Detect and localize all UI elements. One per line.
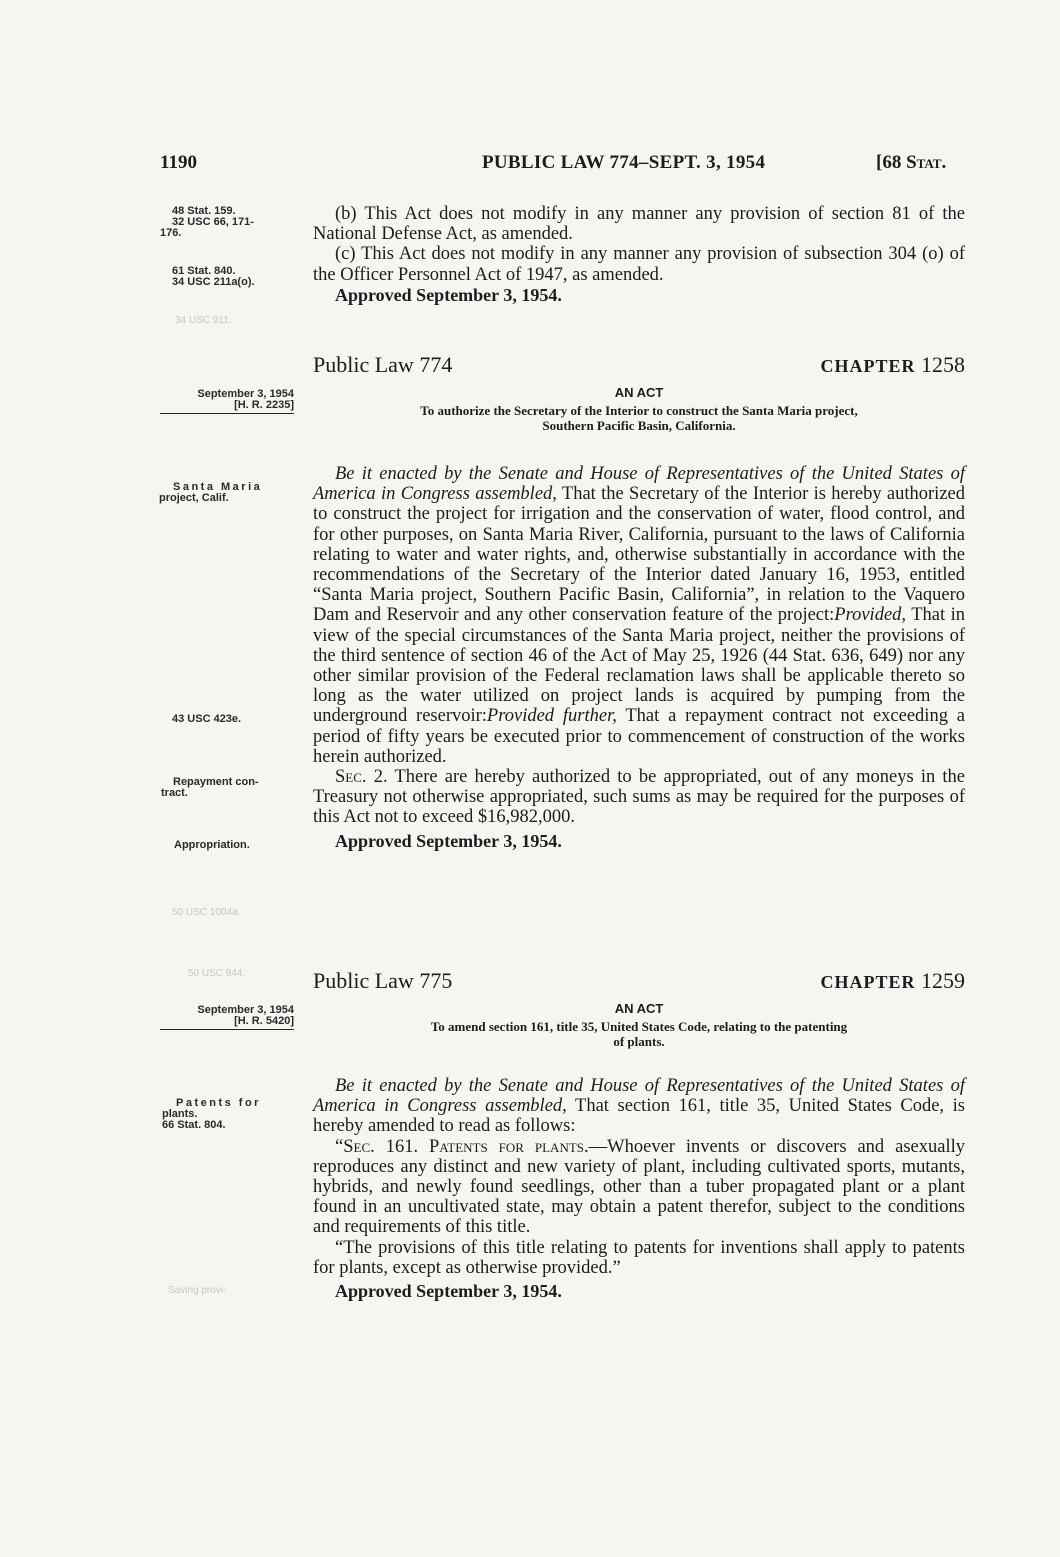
act-title: [313, 1019, 965, 1049]
margin-note-patents: [162, 1098, 307, 1131]
chapter-label: [820, 968, 965, 994]
margin-note-law774-date: [160, 389, 294, 414]
paragraph-c: (c) This Act does not modify in any manner any provision of subsection 304 (o) of the Officer Personnel Act of 1947, as amended.: [313, 244, 965, 285]
body-text: That the Secretary of the Interior is hereby authorized to construct the project for irrigation and the conservation of water, flood control, and for other purposes, on Santa Maria River, California, pursuant to the laws of California relating to water and water rights, and, otherwise substantially in accordance with the recommendations of the Secretary of the Interior dated January 16, 1953, entitled “Santa Maria project, Southern Pacific Basin, California”, in relation to the Vaquero Dam and Reservoir and any other conservation feature of the project:: [313, 484, 965, 626]
margin-line: September 3, 1954: [197, 1004, 294, 1016]
margin-line: Patents for: [176, 1097, 261, 1109]
section-label: “Sec. 161. Patents for plants.: [335, 1136, 589, 1157]
enacting-italic: Be it enacted by the Senate and House of Representatives of the United States of America in Congress assembled,: [313, 464, 965, 505]
margin-line: project, Calif.: [159, 492, 229, 504]
bleed-note-1: 34 USC 911.: [175, 315, 232, 326]
paragraph-b: (b) This Act does not modify in any manner any provision of section 81 of the National Defense Act, as amended.: [313, 204, 965, 245]
section-161: [313, 1137, 965, 1238]
chapter-word: CHAPTER: [820, 356, 916, 376]
body-text: That a repayment contract not exceeding a period of fifty years be executed prior to commencement of construction of the works herein authorized.: [313, 706, 965, 767]
public-law-number: Public Law 775: [313, 968, 453, 993]
margin-line: Repayment con-: [173, 776, 259, 788]
law-774-body: [313, 464, 965, 851]
margin-line: 176.: [160, 227, 182, 239]
chapter-word: CHAPTER: [820, 972, 916, 992]
section-text: There are hereby authorized to be appropriated, out of any moneys in the Treasury not otherwise appropriated, such sums as may be required for the purposes of this Act not to exceed $16,982,000.: [313, 767, 965, 828]
margin-line: 32 USC 66, 171-: [172, 216, 254, 228]
margin-line: plants.: [162, 1108, 198, 1120]
margin-line: 61 Stat. 840.: [172, 265, 236, 277]
margin-note-stat-840: [172, 266, 317, 288]
approved-date: Approved September 3, 1954.: [335, 1281, 562, 1302]
approved-date: Approved September 3, 1954.: [335, 284, 562, 305]
enacting-clause: [313, 464, 965, 767]
margin-note-repayment: [161, 776, 318, 799]
body-text: That in view of the special circumstances of the Santa Maria project, neither the provisions of the third sentence of section 46 of the Act of May 25, 1926 (44 Stat. 636, 649) nor any other similar provision of the Federal reclamation laws shall be applicable thereto so long as the water utilized on project lands is acquired by pumping from the underground reservoir:: [313, 605, 965, 727]
title-line: To authorize the Secretary of the Interior to construct the Santa Maria project,: [420, 403, 858, 418]
margin-note-law775-date: [160, 1005, 294, 1030]
margin-note-usc-423e: 43 USC 423e.: [172, 713, 242, 725]
chapter-number: 1259: [921, 968, 965, 993]
act-title: [313, 403, 965, 433]
law-775-body: [313, 1076, 965, 1301]
chapter-number: 1258: [921, 352, 965, 377]
title-line: of plants.: [613, 1034, 665, 1049]
running-header: [0, 152, 1060, 182]
bleed-note-3: 50 USC 944.: [188, 968, 246, 979]
provided-italic: Provided,: [834, 605, 907, 626]
an-act-label: AN ACT: [614, 1001, 664, 1016]
title-line: To amend section 161, title 35, United States Code, relating to the patenting: [430, 1019, 848, 1034]
section-label: Sec. 2.: [335, 767, 388, 788]
bleed-note-2: 50 USC 1004a.: [172, 907, 241, 918]
margin-note-appropriation: Appropriation.: [174, 839, 250, 851]
page-number: 1190: [160, 152, 197, 173]
provisions-paragraph: “The provisions of this title relating to patents for inventions shall apply to patents for plants, except as otherwise provided.”: [313, 1237, 965, 1278]
section-text: —Whoever invents or discovers and asexually reproduces any distinct and new variety of plant, including cultivated sports, mutants, hybrids, and newly found seedlings, other than a tuber propagated plant or a plant found in an uncultivated state, may obtain a patent therefor, subject to the conditions and requirements of this title.: [313, 1136, 965, 1238]
bleed-note-4: Saving provi-: [168, 1285, 227, 1296]
running-title: PUBLIC LAW 774–SEPT. 3, 1954: [482, 152, 766, 173]
body-text: That section 161, title 35, United States Code, is hereby amended to read as follows:: [313, 1096, 965, 1137]
previous-act-tail: [313, 204, 965, 305]
margin-line: [H. R. 2235]: [160, 400, 294, 414]
enacting-clause: [313, 1076, 965, 1137]
law-774-heading: [313, 352, 965, 378]
margin-line: September 3, 1954: [197, 388, 294, 400]
margin-line: Santa Maria: [173, 481, 263, 493]
margin-line: 48 Stat. 159.: [172, 205, 236, 217]
margin-line: tract.: [161, 787, 188, 799]
provided-further-italic: Provided further,: [486, 706, 617, 727]
volume-reference: [68 Stat.: [876, 152, 947, 173]
margin-line: [H. R. 5420]: [160, 1016, 294, 1030]
margin-note-stat-159: [160, 205, 317, 239]
section-2: [313, 767, 965, 828]
chapter-label: [820, 352, 965, 378]
title-line: Southern Pacific Basin, California.: [542, 418, 736, 433]
enacting-italic: Be it enacted by the Senate and House of Representatives of the United States of America in Congress assembled,: [313, 1076, 965, 1117]
margin-note-santa-maria: [159, 481, 318, 504]
an-act-label: AN ACT: [614, 385, 664, 400]
margin-line: 66 Stat. 804.: [162, 1119, 226, 1131]
law-775-heading: [313, 968, 965, 994]
approved-date: Approved September 3, 1954.: [335, 830, 562, 851]
margin-line: 34 USC 211a(o).: [172, 276, 255, 288]
public-law-number: Public Law 774: [313, 352, 453, 377]
